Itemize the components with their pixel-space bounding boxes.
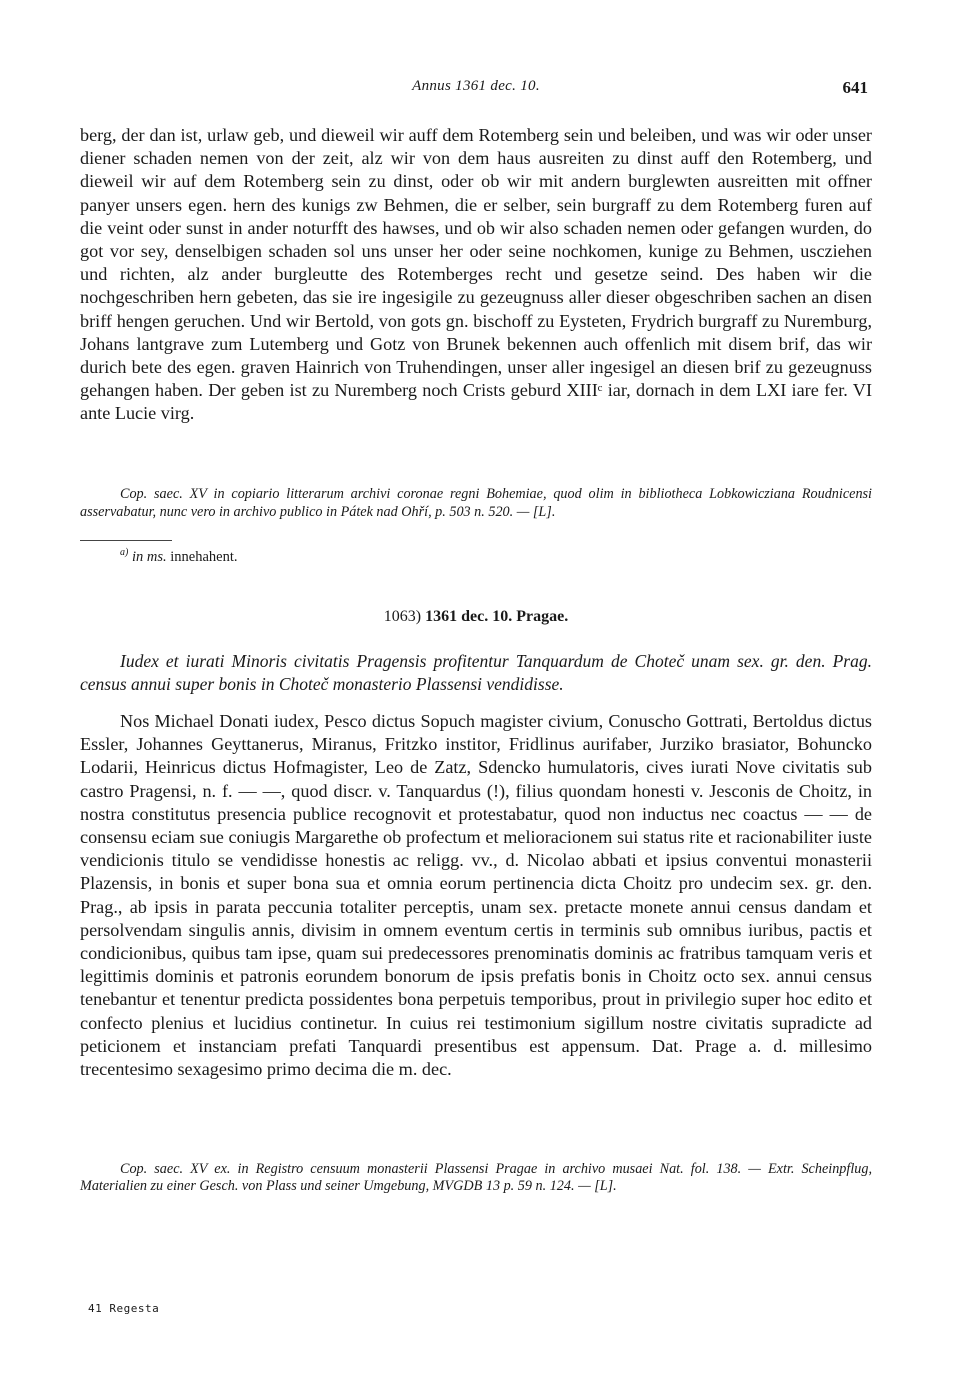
page-header <box>80 78 872 104</box>
document-date-place: 1361 dec. 10. Pragae. <box>425 608 569 625</box>
running-head: Annus 1361 dec. 10. <box>412 78 540 94</box>
continued-document-text: berg, der dan ist, urlaw geb, und dieweil wir auff dem Rotemberg sein und beleiben, und was wir oder unser diener schaden nemen von der zeit, alz wir von dem haus ausreiten zu dinst auff den Rotemberg, und dieweil wir auf dem Rotemberg sein zu dinst, oder ob wir mit andern burglewten ausreitten mit offner panyer unsers egen. hern des kunigs zw Behmen, die er selber, sein burgraff zu dem Rotemberg furen auf die veint oder sunst in ander noturfft des hawses, und ob wir also schaden nemen oder gefangen wurden, do got vor sey, denselbigen schaden sol uns unser her oder seine nochkomen, kunige zu Behmen, uscziehen und richten, alz ander burgleutte des Rotemberges recht und gesetze seind. Des haben wir die nochgeschriben hern gebeten, das sie ire ingesigile zu gezeugnuss aller dieser obgeschriben sachen an disen briff hengen geruchen. Und wir Bertold, von gots gn. bischoff zu Eysteten, Frydrich burgraff zu Nuremburg, Johans lantgrave zum Lutemberg und Gotz von Brunek bekennen auch offenlich mit disem brif, das wir durich bete des egen. graven Hainrich von Truhendingen, unser aller ingesigel an diesen brif zu gezeugnuss gehangen haben. Der geben ist zu Nuremberg noch Crists geburd XIIIᶜ iar, dornach in dem LXI iare fer. VI ante Lucie virg. <box>80 125 872 424</box>
footnote <box>120 547 238 566</box>
regest-summary: Iudex et iurati Minoris civitatis Pragensis profitentur Tanquardum de Choteč unam sex. gr. den. Prag. census annui super bonis in Choteč monasterio Plassensi vendidisse. <box>80 651 872 694</box>
source-note: Cop. saec. XV in copiario litterarum archivi coronae regni Bohemiae, quod olim in bibliotheca Lobkowicziana Roudnicensi asservabatur, nunc vero in archivo publico in Pátek nad Ohří, p. 503 n. 520. — [L]. <box>80 486 872 520</box>
signature-mark: 41 Regesta <box>88 1302 160 1315</box>
footnote-divider <box>80 540 172 541</box>
source-note-2: Cop. saec. XV ex. in Registro censuum monasterii Plassensi Pragae in archivo musaei Nat. fol. 138. — Extr. Scheinpflug, Materialien zu einer Gesch. von Plass und seiner Umgebung, MVGDB 13 p. 59 n. 124. — [L]. <box>80 1161 872 1195</box>
document-text: Nos Michael Donati iudex, Pesco dictus Sopuch magister civium, Conuscho Gottrati, Bertoldus dictus Essler, Johannes Geyttanerus, Miranus, Fritzko institor, Fridlinus aurifaber, Jurziko brasiator, Bohuncko Lodarii, Heinricus dictus Hofmagister, Leo de Zatz, Sdencko humulatoris, cives iurati Nove civitatis sub castro Pragensi, n. f. — —, quod discr. v. Tanquardus (!), filius quondam honesti v. Jesconis de Choitz, in nostra constitutus presencia publice recognovit et protestabatur, quod non inductus nec coactus — — de consensu eciam sue coniugis Margarethe ob profectum et melioracionem sui status rite et racionabiliter iuste vendicionis titulo se vendidisse honestis ac religg. vv., d. Nicolao abbati et ipsius conventui monasterii Plazensis, in bonis et super bona sua et omnia eorum pertinencia dicta Choitz pro undecim sex. gr. den. Prag., ab ipsis in parata peccunia totaliter perceptis, unam sex. pretacte monete annui census dandam et persolvendam singulis annis, divisim in omnem eventum certis in terminis sub omnibus iuribus, pactis et condicionibus, quibus tam ipse, quam sui predecessores prenominatis dominis ac fratribus tamquam veris et legittimis dominis et patronis eorundem bonorum de ipsis prefatis bonis in Choitz octo sex. annui census tenebantur et tenentur predicta possidentes bona perpetuis temporibus, prout in privilegio super hoc edito et confecto plenius et lucidius continetur. In cuius rei testimonium sigillum nostre civitatis supradicte ad peticionem et instanciam prefati Tanquardi presentibus est appensum. Dat. Prage a. d. millesimo trecentesimo sexagesimo primo decima die m. dec. <box>80 711 872 1080</box>
document-number: 1063) <box>383 608 422 625</box>
footnote-lead: in ms. <box>131 548 167 565</box>
footnote-mark: a) <box>120 547 129 558</box>
page-number: 641 <box>842 78 868 97</box>
footnote-text: innehahent. <box>170 548 238 565</box>
document-heading <box>80 608 872 626</box>
